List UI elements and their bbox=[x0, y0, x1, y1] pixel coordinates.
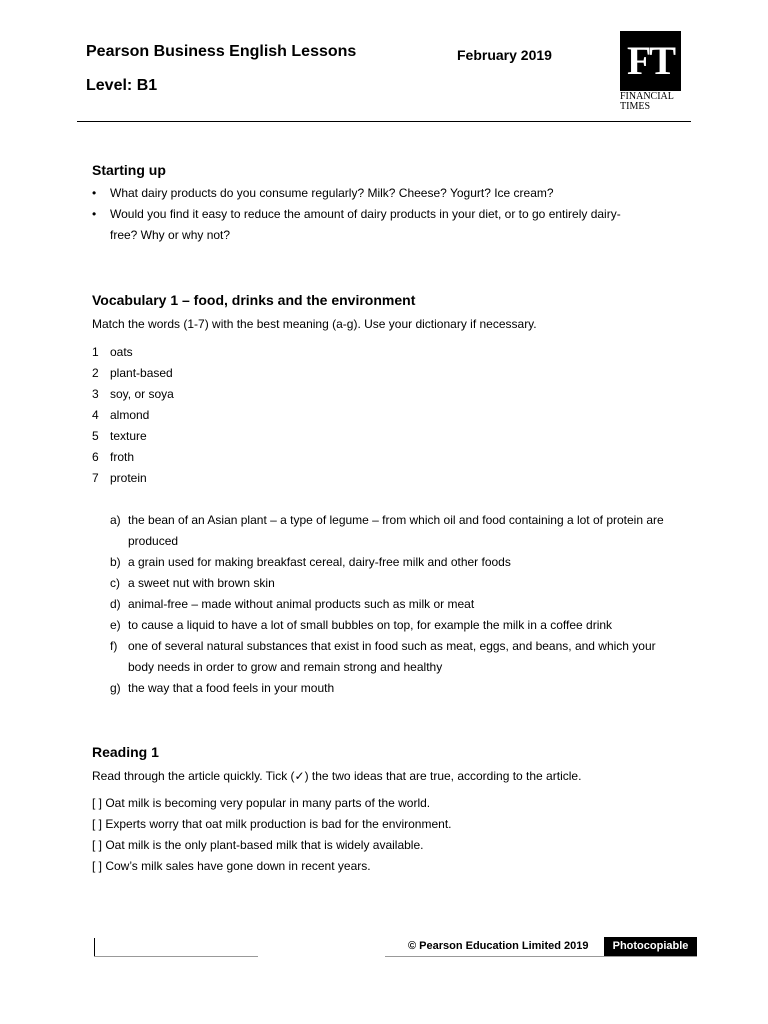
reading-tick-list bbox=[92, 793, 452, 877]
footer-left-bracket bbox=[94, 938, 95, 957]
starting-up-bullet: • What dairy products do you consume regularly? Milk? Cheese? Yogurt? Ice cream? bbox=[92, 183, 632, 204]
header-divider bbox=[77, 121, 691, 122]
definition-item: c) a sweet nut with brown skin bbox=[110, 576, 275, 590]
header-title: Pearson Business English Lessons bbox=[86, 43, 357, 60]
vocabulary-instruction: Match the words (1-7) with the best meaning (a-g). Use your dictionary if necessary. bbox=[92, 317, 537, 331]
word-item: 6 froth bbox=[92, 450, 135, 464]
reading-instruction: Read through the article quickly. Tick (✓) the two ideas that are true, according to the article. bbox=[92, 769, 582, 783]
word-item: 4 almond bbox=[92, 408, 150, 422]
starting-up-bullet: • Would you find it easy to reduce the amount of dairy products in your diet, or to go entirely dairy-free? Why or why not? bbox=[92, 204, 632, 246]
definition-item: a) the bean of an Asian plant – a type of legume – from which oil and food containing a lot of protein are produced bbox=[110, 513, 664, 548]
word-item: 3 soy, or soya bbox=[92, 387, 174, 401]
starting-up-heading: Starting up bbox=[92, 162, 166, 178]
definition-item: e) to cause a liquid to have a lot of small bubbles on top, for example the milk in a coffee drink bbox=[110, 618, 613, 632]
definition-item: f) one of several natural substances that exist in food such as meat, eggs, and beans, and which your body needs in order to grow and remain strong and healthy bbox=[110, 639, 656, 674]
footer-copyright: © Pearson Education Limited 2019 bbox=[408, 940, 589, 952]
photocopiable-badge: Photocopiable bbox=[604, 937, 697, 956]
ft-logo-caption-line1: FINANCIAL bbox=[620, 91, 674, 102]
definition-list bbox=[110, 510, 670, 699]
footer-left-rule bbox=[94, 956, 258, 957]
tick-item: [ ] Oat milk is becoming very popular in many parts of the world. bbox=[92, 796, 431, 810]
level-label: Level: B1 bbox=[86, 77, 158, 94]
definition-item: d) animal-free – made without animal products such as milk or meat bbox=[110, 597, 475, 611]
vocabulary-word-list bbox=[92, 342, 174, 489]
tick-item: [ ] Cow’s milk sales have gone down in recent years. bbox=[92, 859, 371, 873]
ft-logo: FT bbox=[620, 31, 681, 91]
word-item: 1 oats bbox=[92, 345, 133, 359]
tick-item: [ ] Experts worry that oat milk production is bad for the environment. bbox=[92, 817, 452, 831]
header-date: February 2019 bbox=[457, 47, 552, 63]
footer-right-rule bbox=[385, 956, 697, 957]
word-item: 5 texture bbox=[92, 429, 147, 443]
ft-logo-caption bbox=[620, 92, 684, 112]
word-item: 2 plant-based bbox=[92, 366, 173, 380]
word-item: 7 protein bbox=[92, 471, 147, 485]
ft-logo-caption-line2: TIMES bbox=[620, 101, 650, 112]
reading-heading: Reading 1 bbox=[92, 744, 159, 760]
tick-item: [ ] Oat milk is the only plant-based milk that is widely available. bbox=[92, 838, 424, 852]
definition-item: b) a grain used for making breakfast cereal, dairy-free milk and other foods bbox=[110, 555, 511, 569]
starting-up-list bbox=[92, 183, 632, 246]
definition-item: g) the way that a food feels in your mouth bbox=[110, 681, 335, 695]
vocabulary-heading: Vocabulary 1 – food, drinks and the environment bbox=[92, 292, 416, 308]
